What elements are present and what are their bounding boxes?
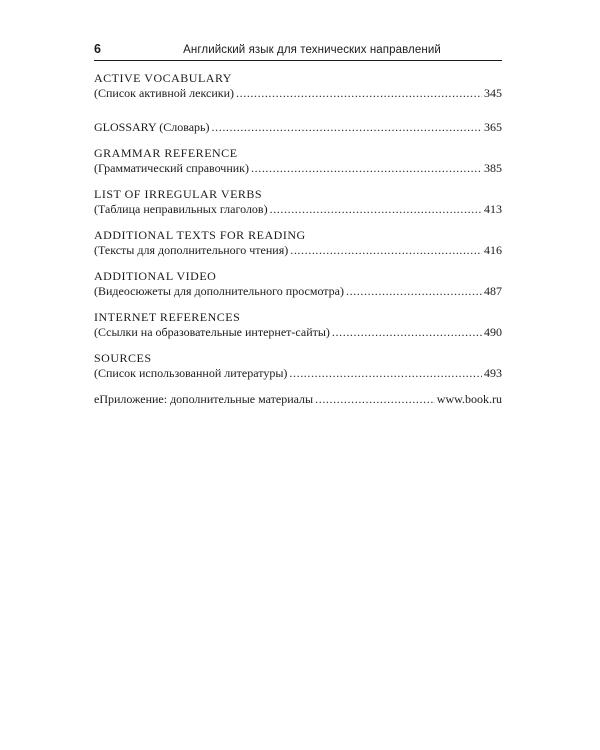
toc-page-number: 365 <box>484 120 502 134</box>
toc-link-url[interactable]: www.book.ru <box>436 392 502 406</box>
toc-entry-subtitle: (Список активной лексики) <box>94 86 235 100</box>
toc-entry-subtitle: (Тексты для дополнительного чтения) <box>94 243 289 257</box>
dot-leader <box>315 392 435 407</box>
dot-leader <box>290 243 482 258</box>
running-header <box>94 42 502 61</box>
dot-leader <box>270 202 482 217</box>
toc-entry-title: GRAMMAR REFERENCE <box>94 146 238 160</box>
toc-entry-title: INTERNET REFERENCES <box>94 310 241 324</box>
toc-entry-subtitle: (Таблица неправильных глаголов) <box>94 202 268 216</box>
toc-entry-sources[interactable] <box>94 351 502 381</box>
dot-leader <box>346 284 482 299</box>
toc-entry-active-vocabulary[interactable] <box>94 71 502 101</box>
toc-entry-subtitle: (Список использованной литературы) <box>94 366 288 380</box>
running-title: Английский язык для технических направлений <box>183 44 441 56</box>
dot-leader <box>236 86 482 101</box>
toc-entry-irregular-verbs[interactable] <box>94 187 502 217</box>
toc-page-number: 345 <box>484 86 502 100</box>
dot-leader <box>212 120 482 135</box>
table-of-contents <box>94 71 502 407</box>
toc-page-number: 413 <box>484 202 502 216</box>
toc-page-number: 487 <box>484 284 502 298</box>
toc-entry-title: еПриложение: дополнительные материалы <box>94 392 314 406</box>
toc-entry-subtitle: (Грамматический справочник) <box>94 161 250 175</box>
toc-page-number: 385 <box>484 161 502 175</box>
dot-leader <box>332 325 482 340</box>
toc-page-number: 490 <box>484 325 502 339</box>
dot-leader <box>251 161 482 176</box>
document-page <box>94 42 502 407</box>
toc-entry-title: GLOSSARY (Словарь) <box>94 120 210 134</box>
toc-entry-title: ADDITIONAL TEXTS FOR READING <box>94 228 306 242</box>
toc-entry-internet-references[interactable] <box>94 310 502 340</box>
toc-entry-title: ADDITIONAL VIDEO <box>94 269 217 283</box>
toc-entry-grammar-reference[interactable] <box>94 146 502 176</box>
toc-entry-glossary[interactable] <box>94 120 502 135</box>
toc-entry-subtitle: (Ссылки на образовательные интернет-сайты) <box>94 325 330 339</box>
toc-page-number: 416 <box>484 243 502 257</box>
toc-page-number: 493 <box>484 366 502 380</box>
toc-entry-title: SOURCES <box>94 351 152 365</box>
toc-entry-additional-video[interactable] <box>94 269 502 299</box>
toc-entry-title: LIST OF IRREGULAR VERBS <box>94 187 263 201</box>
toc-entry-title: ACTIVE VOCABULARY <box>94 71 232 85</box>
dot-leader <box>289 366 482 381</box>
page-number: 6 <box>94 42 101 56</box>
toc-entry-e-appendix[interactable] <box>94 392 502 407</box>
toc-entry-additional-texts[interactable] <box>94 228 502 258</box>
toc-entry-subtitle: (Видеосюжеты для дополнительного просмотра) <box>94 284 344 298</box>
